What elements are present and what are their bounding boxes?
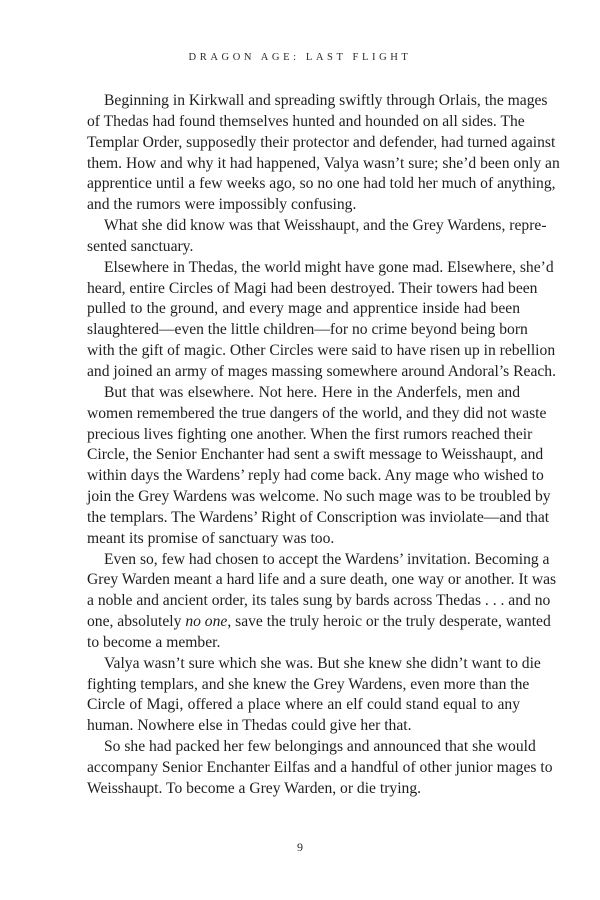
text-line: heard, entire Circles of Magi had been destroyed. Their towers had been bbox=[87, 279, 538, 297]
text-line: Beginning in Kirkwall and spreading swiftly through Orlais, the mages bbox=[104, 92, 548, 109]
text-line: pulled to the ground, and every mage and apprentice inside had been bbox=[87, 300, 520, 318]
text-line: meant its promise of sanctuary was too. bbox=[87, 529, 335, 547]
running-header: DRAGON AGE: LAST FLIGHT bbox=[188, 52, 412, 63]
text-line: with the gift of magic. Other Circles were said to have risen up in rebellion bbox=[87, 342, 556, 360]
paragraph bbox=[87, 258, 556, 383]
text-line: apprentice until a few weeks ago, so no one had told her much of anything, bbox=[87, 175, 556, 193]
text-line: So she had packed her few belongings and announced that she would bbox=[104, 738, 536, 756]
text-line: Valya wasn’t sure which she was. But she knew she didn’t want to die bbox=[104, 654, 541, 672]
paragraph bbox=[87, 550, 557, 654]
text-line bbox=[87, 612, 551, 633]
text-line: accompany Senior Enchanter Eilfas and a handful of other junior mages to bbox=[87, 759, 553, 776]
text-line: But that was elsewhere. Not here. Here in the Anderfels, men and bbox=[104, 383, 520, 401]
paragraph bbox=[87, 216, 547, 258]
text-line: slaughtered—even the little children—for no crime beyond being born bbox=[87, 321, 528, 339]
text-line: precious lives fighting one another. When the first rumors reached their bbox=[87, 425, 533, 443]
text-line: join the Grey Wardens was welcome. No such mage was to be troubled by bbox=[87, 488, 551, 506]
paragraph bbox=[87, 654, 541, 737]
text-line: women remembered the true dangers of the world, and they did not waste bbox=[87, 404, 547, 422]
text-line: a noble and ancient order, its tales sung by bards across Thedas . . . and no bbox=[87, 592, 551, 610]
paragraph bbox=[87, 737, 553, 800]
text-line: and the rumors were impossibly confusing. bbox=[87, 196, 357, 214]
text-line: to become a member. bbox=[87, 633, 221, 651]
text-line: the templars. The Wardens’ Right of Conscription was inviolate—and that bbox=[87, 508, 550, 526]
text-line: of Thedas had found themselves hunted and hounded on all sides. The bbox=[87, 112, 525, 130]
text-line: Templar Order, supposedly their protector and defender, had turned against bbox=[87, 133, 556, 151]
text-line: Elsewhere in Thedas, the world might have gone mad. Elsewhere, she’d bbox=[104, 258, 554, 276]
text-line: fighting templars, and she knew the Grey Wardens, even more than the bbox=[87, 675, 530, 693]
text-run: one, absolutely bbox=[87, 613, 186, 631]
text-line: What she did know was that Weisshaupt, and the Grey Wardens, repre- bbox=[104, 217, 547, 235]
text-line: Circle, the Senior Enchanter had sent a swift message to Weisshaupt, and bbox=[87, 446, 544, 464]
body-text bbox=[87, 91, 560, 800]
text-run: , save the truly heroic or the truly desperate, wanted bbox=[227, 613, 551, 631]
text-line: Circle of Magi, offered a place where an elf could stand equal to any bbox=[87, 696, 520, 714]
paragraph bbox=[87, 383, 551, 550]
text-line: and joined an army of mages massing somewhere around Andoral’s Reach. bbox=[87, 362, 556, 380]
text-line: within days the Wardens’ reply had come back. Any mage who wished to bbox=[87, 467, 544, 485]
text-line: Weisshaupt. To become a Grey Warden, or die trying. bbox=[87, 779, 422, 797]
italic-emphasis: no one bbox=[185, 613, 228, 631]
text-line: them. How and why it had happened, Valya wasn’t sure; she’d been only an bbox=[87, 154, 560, 172]
text-line: Grey Warden meant a hard life and a sure death, one way or another. It was bbox=[87, 571, 557, 589]
page-number: 9 bbox=[297, 840, 303, 854]
text-line: Even so, few had chosen to accept the Wardens’ invitation. Becoming a bbox=[104, 550, 550, 568]
paragraph bbox=[87, 91, 560, 216]
text-line: sented sanctuary. bbox=[87, 237, 194, 255]
text-line: human. Nowhere else in Thedas could give her that. bbox=[87, 717, 412, 735]
